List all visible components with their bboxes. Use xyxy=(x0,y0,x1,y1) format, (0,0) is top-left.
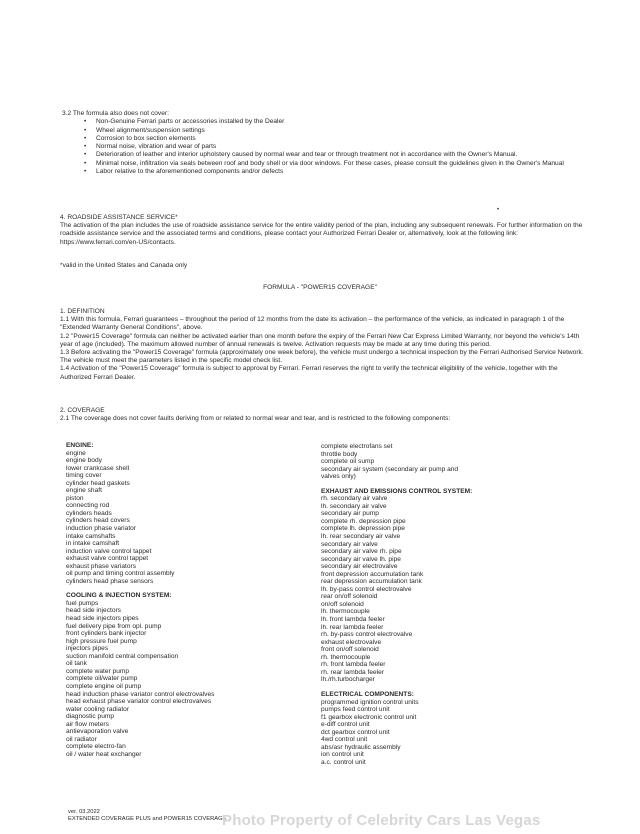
component-item: e-diff control unit xyxy=(321,721,370,729)
component-item: head induction phase variator control electrovalves xyxy=(66,690,215,698)
cooling-heading: COOLING & INJECTION SYSTEM: xyxy=(66,592,172,600)
paragraph: 1.1 With this formula, Ferrari guarantees – throughout the period of 12 months from the date its activation – the performance of the vehicle, as indicated in paragraph 1 of the "Extended Warranty General Conditions", above. xyxy=(60,316,565,332)
exhaust-heading: EXHAUST AND EMISSIONS CONTROL SYSTEM: xyxy=(321,487,473,495)
electrical-list xyxy=(321,699,591,767)
component-item: rh. thermocouple xyxy=(321,653,371,661)
component-item: 4wd control unit xyxy=(321,736,368,744)
component-item: complete oil sump xyxy=(321,458,375,466)
component-item: exhaust phase variators xyxy=(66,562,137,570)
component-item: rh. secondary air valve xyxy=(321,495,388,503)
paragraph: 1.2 "Power15 Coverage" formula can neither be activated earlier than one month before the expiry of the Ferrari New Car Express Limited Warranty, nor beyond the vehicle's 14th year of age (included). The maximum allowed number of annual renewals is twelve. Activation requests may be made at any time during this period. xyxy=(60,332,580,348)
exclusions-list xyxy=(62,118,582,176)
component-item: lh. rear lambda feeler xyxy=(321,623,384,631)
component-item: in intake camshaft xyxy=(66,540,120,548)
component-item: front depression accumulation tank xyxy=(321,570,424,578)
list-item: • Labor relative to the aforementioned components and/or defects xyxy=(62,168,582,176)
component-item: pumps feed control unit xyxy=(321,706,390,714)
component-item: rear depression accumulation tank xyxy=(321,578,422,586)
engine-heading: ENGINE: xyxy=(66,442,94,449)
component-item: complete electrofans set xyxy=(321,443,393,450)
list-item: • Wheel alignment/suspension settings xyxy=(62,127,582,135)
component-item: f1 gearbox electronic control unit xyxy=(321,713,417,721)
section-4-heading: 4. ROADSIDE ASSISTANCE SERVICE* xyxy=(60,214,178,221)
component-item: high pressure fuel pump xyxy=(66,637,137,645)
component-item: water cooling radiator xyxy=(66,705,130,713)
component-item: programmed ignition control units xyxy=(321,698,419,706)
section-3-2 xyxy=(62,110,582,176)
component-item: a.c. control unit xyxy=(321,758,366,766)
component-item: cylinders head covers xyxy=(66,517,130,525)
component-item: abs/asr hydraulic assembly xyxy=(321,743,401,751)
paragraph: 1.4 Activation of the "Power15 Coverage" formula is subject to approval by Ferrari. Ferrari reserves the right to verify the technical eligibility of the vehicle, together with the Authorized Ferrari Dealer. xyxy=(60,365,558,381)
footer-title: EXTENDED COVERAGE PLUS and POWER15 COVERAGE xyxy=(68,816,227,823)
list-item: • Corrosion to box section elements xyxy=(62,135,582,143)
component-item: lh. rear secondary air valve xyxy=(321,533,401,541)
exhaust-list xyxy=(321,495,591,684)
engine-list xyxy=(66,450,316,586)
component-item: lh. secondary air valve xyxy=(321,502,387,510)
paragraph: The vehicle must meet the parameters listed in the specific model check list. xyxy=(60,357,283,365)
cooling-list xyxy=(66,600,316,758)
component-item: antievaporation valve xyxy=(66,728,129,736)
component-item: induction phase variator xyxy=(66,525,137,533)
components-left-column xyxy=(66,442,316,758)
components-right-column xyxy=(321,443,591,766)
component-item: oil radiator xyxy=(66,735,97,743)
component-item: piston xyxy=(66,494,84,502)
component-item: complete engine oil pump xyxy=(66,682,142,690)
component-item: front cylinders bank injector xyxy=(66,630,147,638)
component-item: secondary air valve lh. pipe xyxy=(321,555,401,563)
component-item: oil / water heat exchanger xyxy=(66,750,142,758)
list-item: • Normal noise, vibration and wear of parts xyxy=(62,143,582,151)
validity-footnote: *valid in the United States and Canada only xyxy=(60,262,188,269)
formula-title: FORMULA - "POWER15 COVERAGE" xyxy=(263,284,377,291)
list-item: • Non-Genuine Ferrari parts or accessories installed by the Dealer xyxy=(62,118,582,126)
component-item: cylinder head gaskets xyxy=(66,479,130,487)
component-item: secondary air valve rh. pipe xyxy=(321,548,402,556)
component-item: lh. front lambda feeler xyxy=(321,616,385,624)
section-3-2-intro: 3.2 The formula also does not cover: xyxy=(62,110,169,117)
electrical-heading: ELECTRICAL COMPONENTS: xyxy=(321,690,414,698)
misc-components-list xyxy=(321,443,591,481)
section-2-body: 2.1 The coverage does not cover faults deriving from or related to normal wear and tear, and is restricted to the following components: xyxy=(60,415,451,423)
component-item: head side injectors xyxy=(66,607,121,615)
paragraph: 1.3 Before activating the "Power15 Coverage" formula (approximately one week before), the vehicle must undergo a technical inspection by the Ferrari Authorised Service Network. xyxy=(60,349,584,357)
component-item: ion control unit xyxy=(321,751,364,759)
component-item: secondary air pump xyxy=(321,510,379,518)
section-1-heading: 1. DEFINITION xyxy=(60,308,105,315)
component-item: secondary air system (secondary air pump and xyxy=(321,465,459,473)
component-item: valves only) xyxy=(321,473,356,481)
component-item: exhaust valve control tappet xyxy=(66,555,149,563)
component-item: secondary air valve xyxy=(321,540,378,548)
component-item: exhaust electrovalve xyxy=(321,638,382,646)
component-item: connecting rod xyxy=(66,502,110,510)
section-1 xyxy=(60,308,588,382)
component-item: lh. thermocouple xyxy=(321,608,370,616)
component-item: dct gearbox control unit xyxy=(321,728,390,736)
section-4 xyxy=(60,214,588,247)
component-item: complete oil/water pump xyxy=(66,675,138,683)
stray-mark: • xyxy=(497,207,500,213)
component-item: cylinders heads xyxy=(66,509,112,517)
component-item: complete rh. depression pipe xyxy=(321,517,406,525)
component-item: head side injectors pipes xyxy=(66,615,139,623)
component-item: cylinders head phase sensors xyxy=(66,577,154,585)
section-2 xyxy=(60,407,588,423)
component-item: complete water pump xyxy=(66,667,130,675)
component-item: rh. front lambda feeler xyxy=(321,661,386,669)
component-item: lh./rh.turbocharger xyxy=(321,676,375,684)
version-label: ver. 03.2022 xyxy=(68,809,100,815)
component-item: secondary air electrovalve xyxy=(321,563,398,571)
component-item: induction valve control tappet xyxy=(66,547,152,555)
component-item: injectors pipes xyxy=(66,645,109,653)
component-item: on/off solenoid xyxy=(321,600,364,608)
component-item: lh. by-pass control electrovalve xyxy=(321,585,412,593)
component-item: lower crankcase shell xyxy=(66,464,130,472)
list-item: • Deterioration of leather and interior upholstery caused by normal wear and tear or through treatment not in accordance with the Owner's Manual. xyxy=(62,151,582,159)
component-item: rear on/off solenoid xyxy=(321,593,378,601)
component-item: head exhaust phase variator control electrovalves xyxy=(66,698,212,706)
component-item: rh. by-pass control electrovalve xyxy=(321,631,413,639)
component-item: air flow meters xyxy=(66,720,109,728)
component-item: throttle body xyxy=(321,450,358,458)
component-item: engine shaft xyxy=(66,487,102,495)
watermark: Photo Property of Celebrity Cars Las Vegas xyxy=(222,812,541,829)
component-item: engine xyxy=(66,449,86,457)
section-4-body: The activation of the plan includes the use of roadside assistance service for the entire validity period of the plan, including any subsequent renewals. For further information on the roadside assistance service and the associated terms and conditions, please contact your Authorized Ferrari Dealer or, alternatively, look at the following link: https://www.ferrari.com/en-US/contacts. xyxy=(60,222,583,246)
page-footer xyxy=(68,809,227,823)
component-item: fuel delivery pipe from opl. pump xyxy=(66,622,162,630)
component-item: rh. rear lambda feeler xyxy=(321,668,385,676)
component-item: oil tank xyxy=(66,660,87,668)
component-item: complete lh. depression pipe xyxy=(321,525,405,533)
component-item: oil pump and timing control assembly xyxy=(66,570,175,578)
section-2-heading: 2. COVERAGE xyxy=(60,407,105,414)
component-item: engine body xyxy=(66,457,102,465)
component-item: front on/off solenoid xyxy=(321,646,379,654)
component-item: intake camshafts xyxy=(66,532,116,540)
list-item: • Minimal noise, infiltration via seals between roof and body shell or via door windows. For these cases, please consult the guidelines given in the Owner's Manual xyxy=(62,160,582,168)
component-item: timing cover xyxy=(66,472,102,480)
component-item: suction manifold central compensation xyxy=(66,652,179,660)
component-item: fuel pumps xyxy=(66,599,99,607)
component-item: diagnostic pump xyxy=(66,713,115,721)
component-item: complete electro-fan xyxy=(66,743,126,751)
